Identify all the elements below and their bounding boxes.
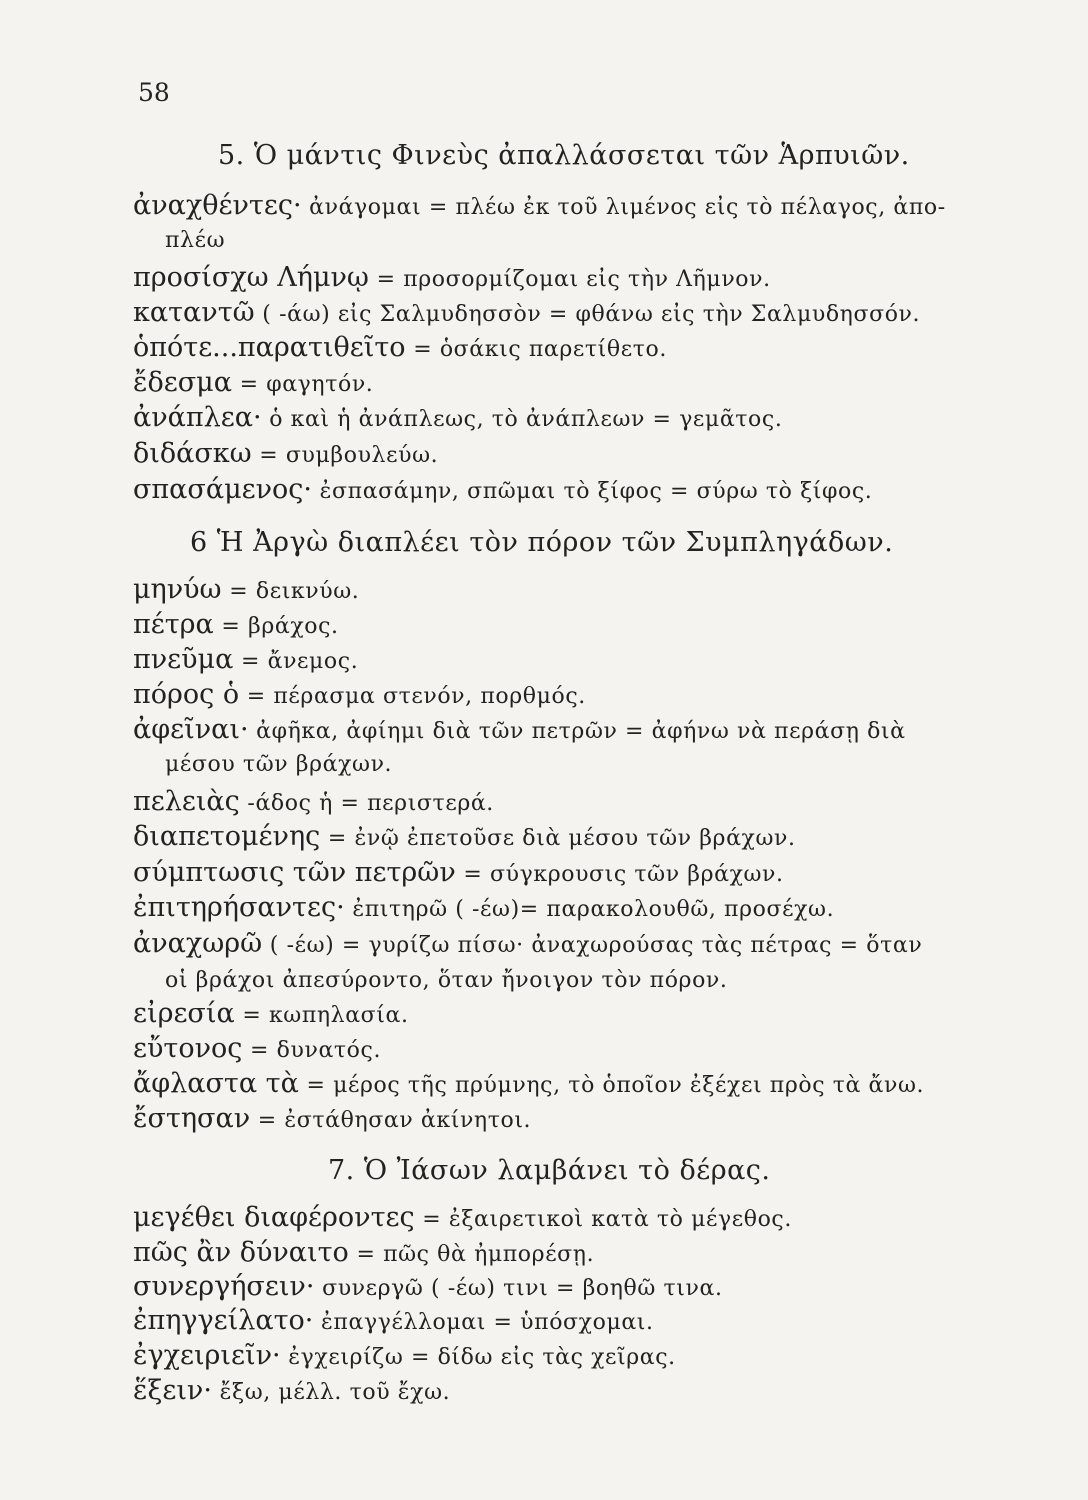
glossary-entry bbox=[133, 679, 993, 713]
entry-continuation: οἱ βράχοι ἀπεσύροντο, ὅταν ἤνοιγον τὸν πόρον. bbox=[165, 968, 728, 993]
glossary-entry bbox=[133, 332, 993, 366]
entry-term: πνεῦμα bbox=[133, 644, 234, 675]
entry-definition: = ὁσάκις παρετίθετο. bbox=[413, 337, 667, 362]
glossary-entry bbox=[133, 1271, 993, 1305]
entry-definition: ἐπιτηρῶ ( -έω)= παρακολουθῶ, προσέχω. bbox=[352, 897, 835, 922]
glossary-entry bbox=[133, 928, 993, 962]
entry-term: εἰρεσία bbox=[133, 998, 235, 1029]
section-title: 6 Ἡ Ἀργὼ διαπλέει τὸν πόρον τῶν Συμπληγάδων. bbox=[190, 527, 894, 558]
entry-definition: ( -έω) = γυρίζω πίσω· ἀναχωρούσας τὰς πέτρας = ὅταν bbox=[269, 933, 923, 958]
glossary-entry bbox=[133, 574, 993, 608]
entry-definition: = ἄνεμος. bbox=[240, 649, 359, 674]
entry-term: ὁπότε...παρατιθεῖτο bbox=[133, 332, 406, 363]
glossary-entry bbox=[133, 402, 993, 436]
entry-term: ἐγχειριεῖν· bbox=[133, 1340, 281, 1371]
glossary-entry bbox=[133, 821, 993, 855]
entry-term: ἀφεῖναι· bbox=[133, 714, 249, 745]
entry-definition: = σύγκρουσις τῶν βράχων. bbox=[463, 862, 784, 887]
entry-continuation: μέσου τῶν βράχων. bbox=[165, 752, 393, 777]
entry-definition: = ἐστάθησαν ἀκίνητοι. bbox=[257, 1108, 532, 1133]
entry-term: προσίσχω Λήμνῳ bbox=[133, 262, 369, 293]
entry-definition: = πῶς θὰ ἠμπορέσῃ. bbox=[356, 1242, 595, 1267]
glossary-entry bbox=[133, 857, 993, 891]
glossary-entry bbox=[133, 438, 993, 472]
section-title: 5. Ὁ μάντις Φινεὺς ἀπαλλάσσεται τῶν Ἁρπυιῶν. bbox=[218, 140, 910, 171]
entry-definition: συνεργῶ ( -έω) τινι = βοηθῶ τινα. bbox=[322, 1276, 723, 1301]
entry-term: διδάσκω bbox=[133, 438, 252, 469]
glossary-entry bbox=[133, 714, 993, 748]
entry-definition: = πέρασμα στενόν, πορθμός. bbox=[246, 684, 586, 709]
entry-definition: = κωπηλασία. bbox=[242, 1003, 409, 1028]
entry-definition: = βράχος. bbox=[221, 614, 339, 639]
entry-term: ἐπιτηρήσαντες· bbox=[133, 892, 345, 923]
glossary-entry bbox=[133, 1305, 993, 1339]
entry-definition: ἔξω, μέλλ. τοῦ ἔχω. bbox=[219, 1380, 451, 1405]
entry-term: διαπετομένης bbox=[133, 821, 321, 852]
entry-definition: ( -άω) εἰς Σαλμυδησσὸν = φθάνω εἰς τὴν Σαλμυδησσόν. bbox=[262, 302, 921, 327]
entry-term: πέτρα bbox=[133, 609, 214, 640]
entry-term: μεγέθει διαφέροντες bbox=[133, 1202, 415, 1233]
section-title: 7. Ὁ Ἰάσων λαμβάνει τὸ δέρας. bbox=[328, 1155, 771, 1186]
entry-continuation: πλέω bbox=[165, 228, 226, 253]
glossary-entry bbox=[133, 609, 993, 643]
entry-definition: ἀφῆκα, ἀφίημι διὰ τῶν πετρῶν = ἀφήνω νὰ περάσῃ διὰ bbox=[256, 719, 906, 744]
entry-definition: = δυνατός. bbox=[250, 1038, 382, 1063]
entry-definition: ἐσπασάμην, σπῶμαι τὸ ξίφος = σύρω τὸ ξίφος. bbox=[319, 479, 873, 504]
entry-term: σύμπτωσις τῶν πετρῶν bbox=[133, 857, 456, 888]
glossary-entry bbox=[133, 367, 993, 401]
entry-term: ἕξειν· bbox=[133, 1375, 212, 1406]
entry-term: ἐπηγγείλατο· bbox=[133, 1305, 314, 1336]
entry-definition: = μέρος τῆς πρύμνης, τὸ ὁποῖον ἐξέχει πρὸς τὰ ἄνω. bbox=[306, 1073, 925, 1098]
entry-term: πελειὰς bbox=[133, 786, 240, 817]
entry-definition: = φαγητόν. bbox=[239, 372, 374, 397]
glossary-entry bbox=[133, 1375, 993, 1409]
entry-definition: = συμβουλεύω. bbox=[259, 443, 439, 468]
glossary-entry bbox=[133, 1103, 993, 1137]
entry-term: πῶς ἂν δύναιτο bbox=[133, 1237, 349, 1268]
glossary-entry bbox=[133, 998, 993, 1032]
entry-term: μηνύω bbox=[133, 574, 222, 605]
entry-definition: ἀνάγομαι = πλέω ἐκ τοῦ λιμένος εἰς τὸ πέλαγος, ἀπο- bbox=[309, 195, 946, 220]
glossary-entry bbox=[133, 892, 993, 926]
glossary-entry bbox=[133, 1033, 993, 1067]
entry-term: ἀναχθέντες· bbox=[133, 190, 302, 221]
glossary-entry bbox=[133, 297, 993, 331]
glossary-entry bbox=[133, 1068, 993, 1102]
glossary-entry bbox=[133, 644, 993, 678]
glossary-entry bbox=[133, 1340, 993, 1374]
glossary-entry bbox=[133, 1237, 993, 1271]
entry-definition: ὁ καὶ ἡ ἀνάπλεως, τὸ ἀνάπλεων = γεμᾶτος. bbox=[269, 407, 783, 432]
entry-definition: -άδος ἡ = περιστερά. bbox=[247, 791, 494, 816]
glossary-entry bbox=[133, 190, 993, 224]
entry-term: ἔστησαν bbox=[133, 1103, 251, 1134]
entry-definition: = δεικνύω. bbox=[229, 579, 360, 604]
entry-definition: ἐπαγγέλλομαι = ὑπόσχομαι. bbox=[321, 1310, 654, 1335]
entry-term: συνεργήσειν· bbox=[133, 1271, 315, 1302]
entry-definition: = ἐξαιρετικοὶ κατὰ τὸ μέγεθος. bbox=[422, 1207, 792, 1232]
entry-term: σπασάμενος· bbox=[133, 474, 312, 505]
glossary-entry bbox=[133, 474, 993, 508]
entry-term: ἔδεσμα bbox=[133, 367, 232, 398]
glossary-entry bbox=[133, 786, 993, 820]
entry-definition: = προσορμίζομαι εἰς τὴν Λῆμνον. bbox=[376, 267, 771, 292]
page-number: 58 bbox=[138, 78, 170, 107]
entry-term: πόρος ὁ bbox=[133, 679, 240, 710]
entry-term: ἀναχωρῶ bbox=[133, 928, 263, 959]
entry-definition: ἐγχειρίζω = δίδω εἰς τὰς χεῖρας. bbox=[288, 1345, 676, 1370]
glossary-entry bbox=[133, 1202, 993, 1236]
entry-definition: = ἐνῷ ἐπετοῦσε διὰ μέσου τῶν βράχων. bbox=[327, 826, 796, 851]
entry-term: καταντῶ bbox=[133, 297, 255, 328]
glossary-entry bbox=[133, 262, 993, 296]
entry-term: εὔτονος bbox=[133, 1033, 243, 1064]
entry-term: ἄφλαστα τὰ bbox=[133, 1068, 299, 1099]
entry-term: ἀνάπλεα· bbox=[133, 402, 262, 433]
